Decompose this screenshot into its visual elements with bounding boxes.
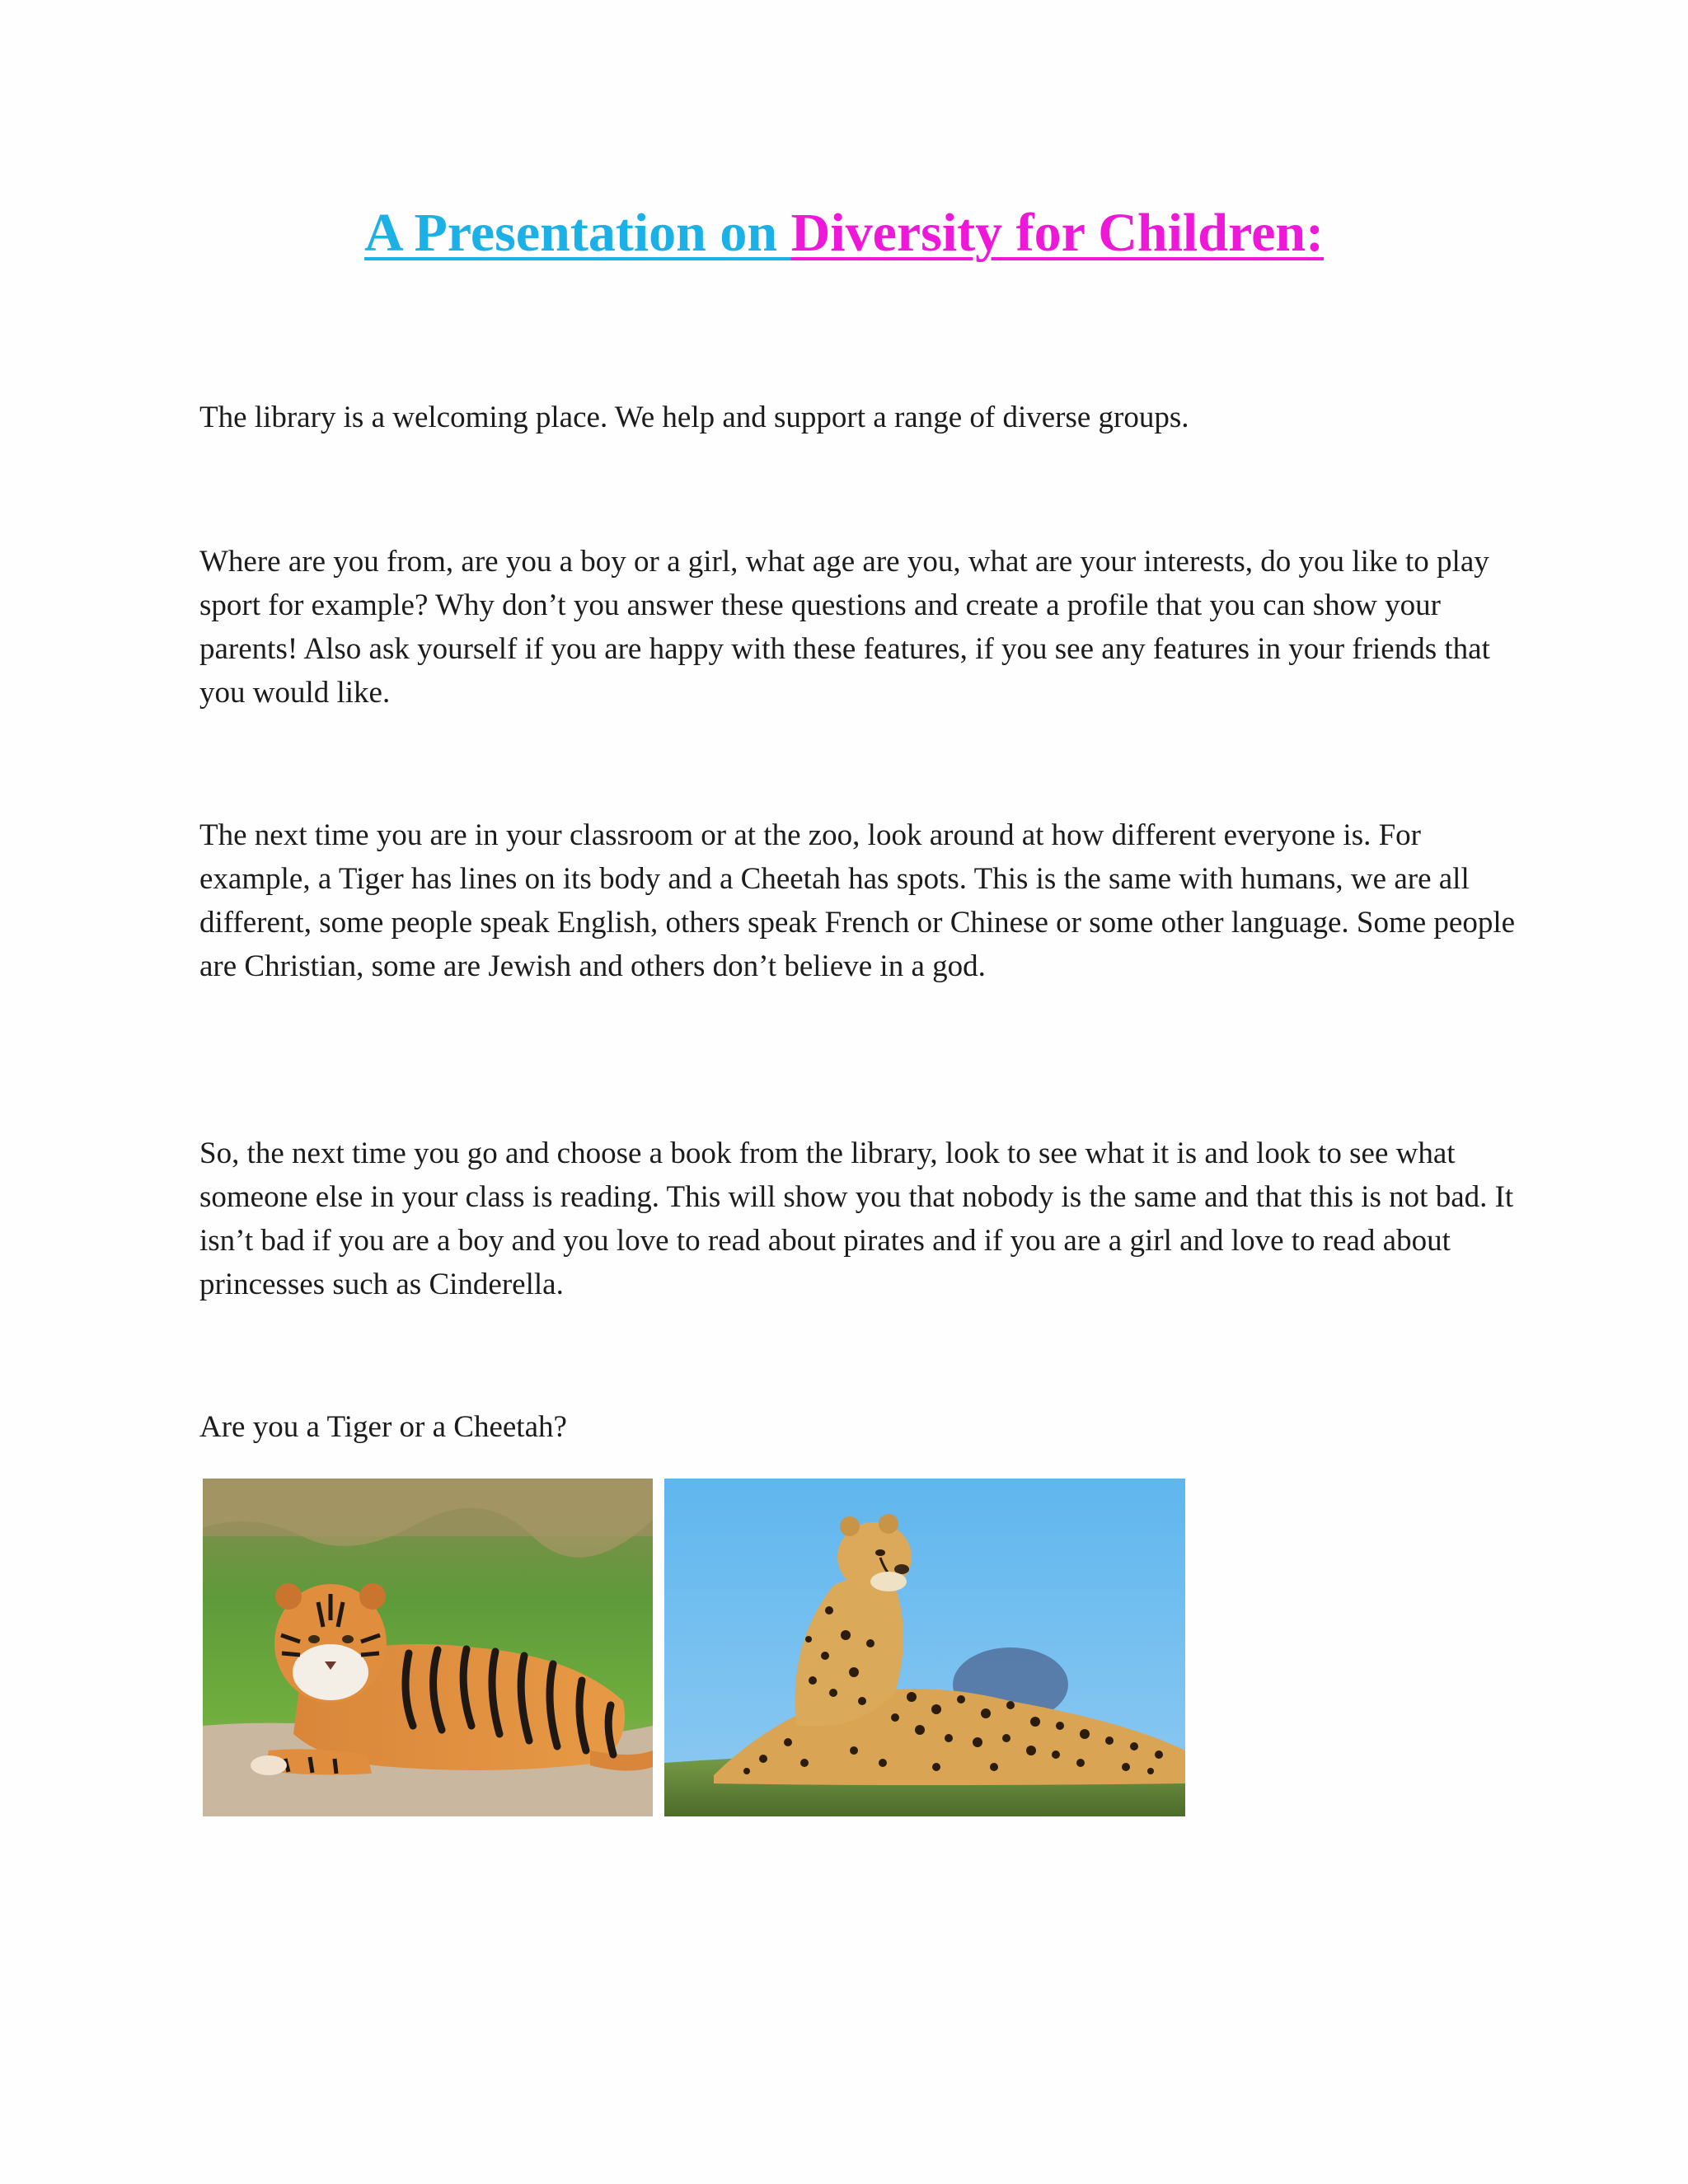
paragraph-questions: Where are you from, are you a boy or a girl, what age are you, what are your interests, do you like to play sport for example? Why don’t you answer these questions and create a profile that you can show your parents! Also ask yourself if you are happy with these features, if you see any features in your friends that you would like. xyxy=(199,545,1490,710)
cheetah-image xyxy=(664,1479,1185,1816)
tiger-image xyxy=(203,1479,653,1816)
title-part-diversity: Diversity for Children: xyxy=(790,203,1325,263)
paragraph-differences: The next time you are in your classroom or at the zoo, look around at how different everyone is. For example, a Tiger has lines on its body and a Cheetah has spots. This is the same with humans, we are all different, some people speak English, others speak French or Chinese or some other language. Some people are Christian, some are Jewish and others don’t believe in a god. xyxy=(199,818,1516,983)
paragraph-library-books: So, the next time you go and choose a book from the library, look to see what it is and look to see what someone else in your class is reading. This will show you that nobody is the same and that this is not bad. It isn’t bad if you are a boy and you love to read about pirates and if you are a girl and love to read about princesses such as Cinderella. xyxy=(199,1137,1514,1301)
paragraph-question-tiger-cheetah: Are you a Tiger or a Cheetah? xyxy=(199,1410,567,1444)
paragraph-intro: The library is a welcoming place. We help and support a range of diverse groups. xyxy=(199,401,1189,434)
title-part-presentation: A Presentation on xyxy=(363,203,791,263)
page-title xyxy=(0,196,1688,270)
